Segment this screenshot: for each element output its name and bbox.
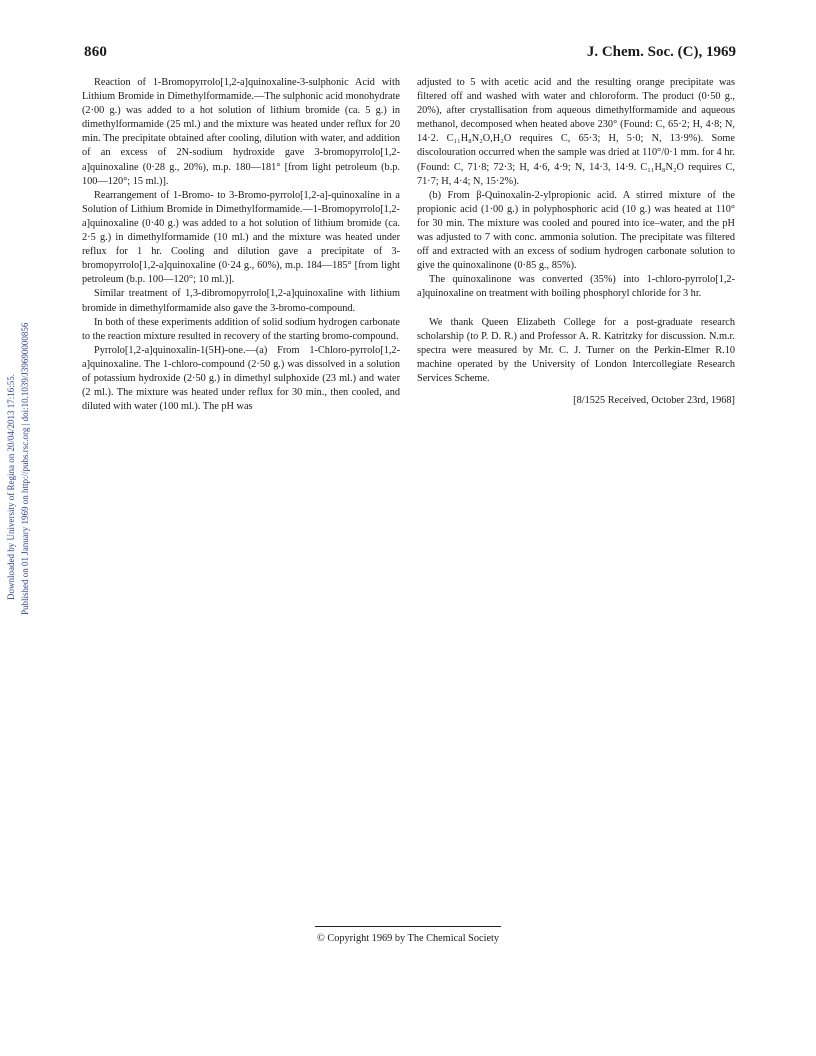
page-number: 860 (84, 44, 108, 60)
paragraph-dibromo-treatment: Similar treatment of 1,3-dibromopyrrolo[1,2-a]quinoxaline with lithium bromide in dimethylformamide also gave the 3-bromo-compound. (82, 288, 400, 314)
paragraph-quinoxalinone-a: Pyrrolo[1,2-a]quinoxalin-1(5H)-one.—(a) From 1-Chloro-pyrrolo[1,2-a]quinoxaline. The 1-chloro-compound (2·50 g.) was dissolved in a solution of potassium hydroxide (2·50 g.) in dimethyl sulphoxide (23 ml.) and water (2 ml.). The mixture was heated under reflux for 30 min., then cooled, and diluted with water (100 ml.). The pH was (82, 344, 400, 413)
paragraph-continuation: adjusted to 5 with acetic acid and the resulting orange precipitate was filtered off and washed with water and chloroform. The product (0·50 g., 20%), after crystallisation from aqueous dimethylformamide and aqueous methanol, decomposed when heated above 230° (Found: C, 65·2; H, 4·8; N, 14·2. C₁₁H₈N₂O,H₂O requires C, 65·3; H, 5·0; N, 13·9%). Some discolouration occurred when the sample was dried at 110°/0·1 mm. for 4 hr. (Found: C, 71·8; 72·3; H, 4·6, 4·9; N, 14·3, 14·9. C₁₁H₈N₂O requires C, 71·7; H, 4·4; N, 15·2%). (417, 77, 735, 187)
left-column (82, 76, 400, 414)
footer-rule (315, 926, 501, 927)
watermark-download-line[interactable]: Downloaded by University of Regina on 20/04/2013 17:16:55. (6, 374, 16, 600)
paragraph-sulphonic-acid-reaction: Reaction of 1-Bromopyrrolo[1,2-a]quinoxaline-3-sulphonic Acid with Lithium Bromide in Dimethylformamide.—The sulphonic acid monohydrate (2·00 g.) was added to a hot solution of lithium bromide (ca. 5 g.) in dimethylformamide (25 ml.) and the mixture was heated under reflux for 20 min. The precipitate obtained after cooling, dilution with water, and addition of an excess of 2N-sodium hydroxide gave 3-bromopyrrolo[1,2-a]quinoxaline (0·28 g., 20%), m.p. 180—181° [from light petroleum (b.p. 100—120°; 15 ml.)]. (82, 77, 400, 187)
journal-header: J. Chem. Soc. (C), 1969 (586, 44, 736, 60)
paragraph-rearrangement: Rearrangement of 1-Bromo- to 3-Bromo-pyrrolo[1,2-a]-quinoxaline in a Solution of Lithium Bromide in Dimethylformamide.—1-Bromopyrrolo[1,2-a]quinoxaline (0·40 g.) was added to a hot solution of lithium bromide (ca. 2·5 g.) in dimethylformamide (10 ml.) and the mixture was heated under reflux for 1 hr. Cooling and dilution gave a precipitate of 3-bromopyrrolo[1,2-a]quinoxaline (0·24 g., 60%), m.p. 184—185° [from light petroleum (b.p. 100—120°; 10 ml.)]. (82, 189, 400, 286)
watermark-doi-line[interactable]: Published on 01 January 1969 on http://pubs.rsc.org | doi:10.1039/J39690000856 (20, 322, 30, 615)
received-date: [8/1525 Received, October 23rd, 1968] (573, 394, 735, 406)
paragraph-bicarbonate-note: In both of these experiments addition of solid sodium hydrogen carbonate to the reaction mixture resulted in recovery of the starting bromo-compound. (82, 316, 400, 342)
right-column (417, 76, 735, 408)
paragraph-conversion: The quinoxalinone was converted (35%) into 1-chloro-pyrrolo[1,2-a]quinoxaline on treatment with boiling phosphoryl chloride for 3 hr. (417, 274, 735, 300)
download-watermark (0, 0, 40, 620)
acknowledgements: We thank Queen Elizabeth College for a post-graduate research scholarship (to P. D. R.) and Professor A. R. Katritzky for discussion. N.m.r. spectra were measured by Mr. C. J. Turner on the Perkin-Elmer R.10 machine operated by the University of London Intercollegiate Research Services Scheme. (417, 316, 735, 384)
paragraph-quinoxalinone-b: (b) From β-Quinoxalin-2-ylpropionic acid. A stirred mixture of the propionic acid (1·00 g.) in polyphosphoric acid (10 g.) was heated at 110° for 30 min. The mixture was cooled and poured into ice–water, and the pH was adjusted to 7 with conc. ammonia solution. The precipitate was filtered off and extracted with an excess of sodium hydrogen carbonate solution to give the quinoxalinone (0·85 g., 85%). (417, 189, 735, 272)
copyright-notice: © Copyright 1969 by The Chemical Society (316, 933, 500, 944)
